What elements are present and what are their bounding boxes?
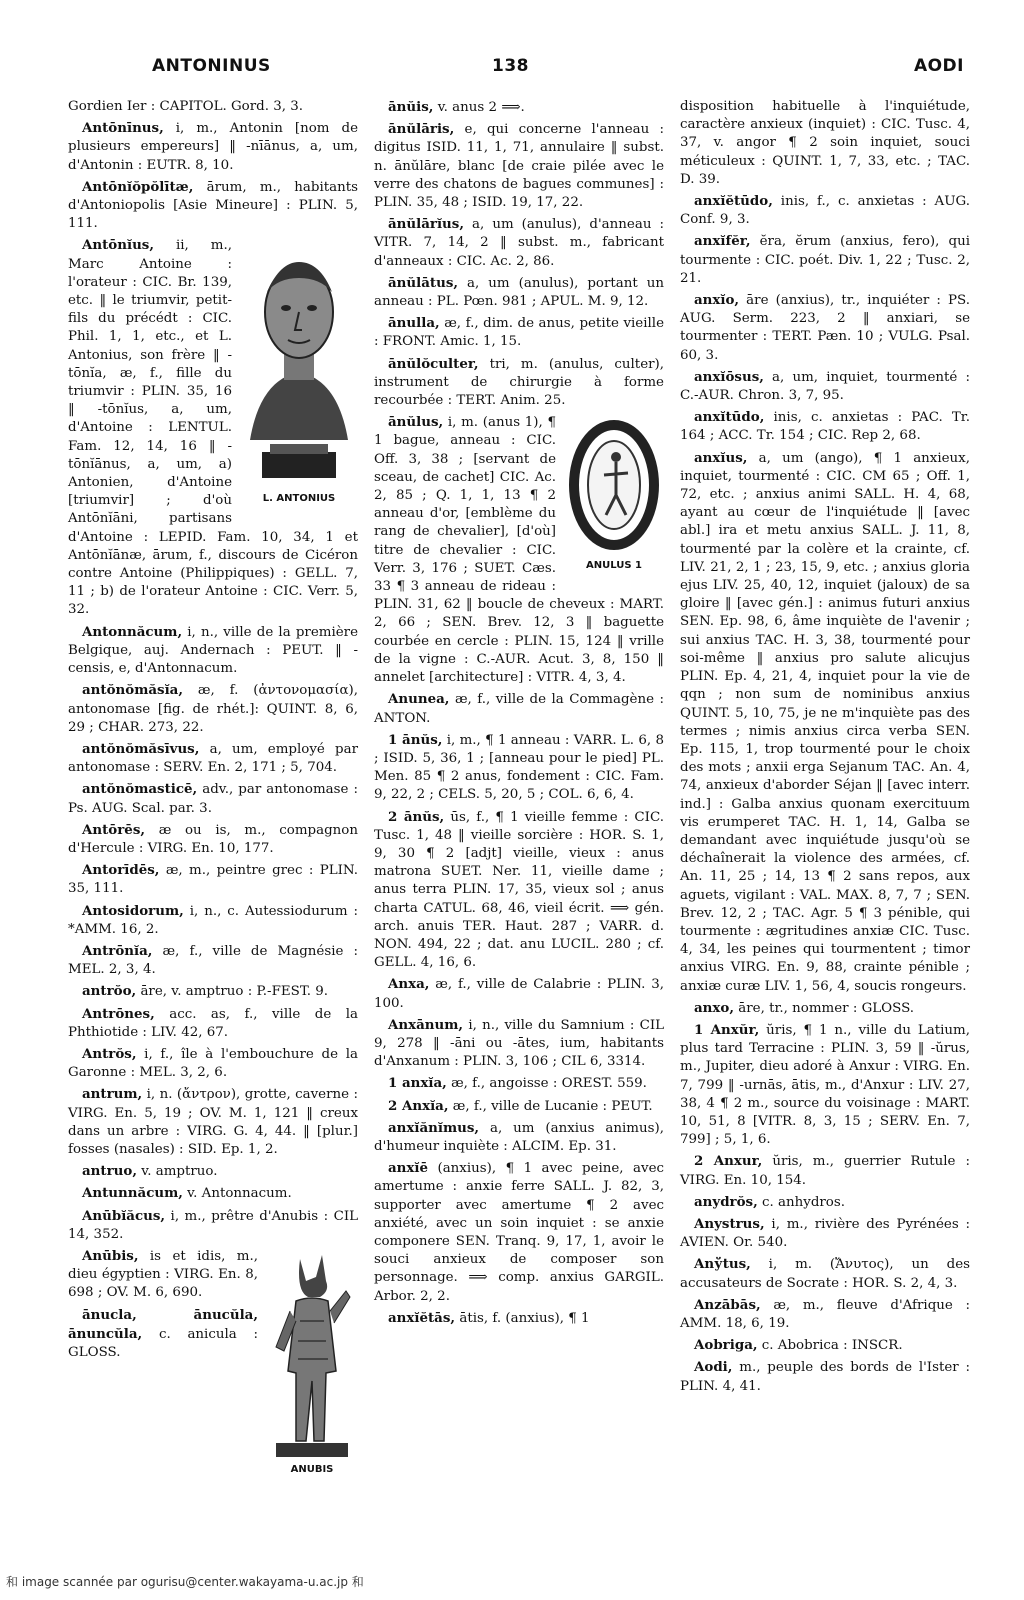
entry-headword: antrŏo,: [82, 983, 137, 1000]
entry-definition: æ, f., ville de Calabrie : PLIN. 3, 100.: [374, 977, 664, 1011]
figure-caption: ANULUS 1: [585, 560, 642, 572]
entry-definition: v. Antonnacum.: [182, 1186, 292, 1202]
dictionary-entry: [374, 215, 664, 271]
figure-caption: L. ANTONIUS: [262, 493, 336, 505]
dictionary-entry: [68, 942, 358, 979]
entry-headword: ānulla,: [388, 315, 440, 332]
dictionary-entry: [680, 1336, 970, 1355]
dictionary-entry: [68, 623, 358, 679]
entry-definition: āre (anxius), tr., inquiéter : PS. AUG. Serm. 223, 2 ‖ anxiari, se tourmenter : TERT. Pæn. 10 ; VULG. Psal. 60, 3.: [680, 293, 970, 363]
column-3: [680, 98, 970, 1399]
dictionary-entry: [68, 861, 358, 898]
entry-headword: 1 anxĭa,: [388, 1075, 447, 1092]
entry-definition: adv., par antonomase : Ps. AUG. Scal. par. 3.: [68, 782, 358, 816]
header-left-word: ANTONINUS: [152, 56, 271, 76]
entry-headword: ānŭlŏculter,: [388, 355, 479, 372]
entry-definition: æ, f., dim. de anus, petite vieille : FRONT. Amic. 1, 15.: [374, 316, 664, 350]
page-number: 138: [492, 56, 529, 76]
entry-headword: anxĭtūdo,: [694, 409, 765, 426]
entry-headword: Antunnăcum,: [82, 1185, 183, 1202]
entry-definition: i, m., Antonin [nom de plusieurs empereurs] ‖ -nīānus, a, um, d'Antonin : EUTR. 8, 10.: [68, 121, 358, 173]
entry-definition: inis, f., c. anxietas : AUG. Conf. 9, 3.: [680, 194, 970, 228]
entry-headword: antŏnŏmasticē,: [82, 781, 198, 798]
entry-definition: æ, f., ville de la Commagène : ANTON.: [374, 692, 664, 726]
dictionary-entry: [680, 368, 970, 405]
entry-headword: 1 ānŭs,: [388, 731, 443, 748]
entry-headword: anxĭănĭmus,: [388, 1119, 480, 1136]
entry-definition: æ, f., angoisse : OREST. 559.: [446, 1076, 647, 1092]
entry-definition: ŭris, ¶ 1 n., ville du Latium, plus tard Terracine : PLIN. 3, 59 ‖ -ŭrus, m., Jupiter, dieu adoré à Anxur : VIRG. En. 7, 799 ‖ -urnās, ātis, m., d'Anxur : LIV. 27, 38, 4 ¶ 2 m., source du voisinage : MART. 10, 51, 8 [VITR. 8, 3, 15 ; SERV. En. 7, 799] ; 5, 1, 6.: [680, 1022, 970, 1148]
entry-headword: Anūbis,: [82, 1247, 139, 1264]
entry-headword: 1 Anxŭr,: [694, 1021, 760, 1038]
dictionary-entry: [374, 690, 664, 727]
dictionary-entry: [680, 98, 970, 189]
dictionary-entry: [680, 291, 970, 365]
figure-antonius-bust: [240, 240, 358, 508]
dictionary-entry: [374, 1016, 664, 1072]
dictionary-entry: [374, 314, 664, 351]
entry-definition: c. anhydros.: [757, 1194, 845, 1210]
entry-headword: Antorīdēs,: [82, 862, 160, 879]
dictionary-entry: [680, 1193, 970, 1212]
entry-definition: a, um (anulus), d'anneau : VITR. 7, 14, 2 ‖ subst. m., fabricant d'anneaux : CIC. Ac. 2, 86.: [374, 217, 664, 269]
entry-definition: i, n., ville du Samnium : CIL 9, 278 ‖ -āni ou -ātes, ium, habitants d'Anxanum : PLIN. 3, 106 ; CIL 6, 3314.: [374, 1017, 664, 1070]
dictionary-entry: [374, 98, 664, 117]
dictionary-entry: [68, 119, 358, 175]
dictionary-entry: [374, 1159, 664, 1306]
dictionary-entry: [68, 821, 358, 858]
entry-headword: Antrōnĭa,: [82, 942, 153, 959]
scan-credit: 和 image scannée par ogurisu@center.wakayama-u.ac.jp 和: [6, 1575, 364, 1589]
entry-definition: i, m. (anus 1), ¶ 1 bague, anneau : CIC. Off. 3, 38 ; [servant de sceau, de cachet] CIC. Ac. 2, 85 ; Q. 1, 1, 13 ¶ 2 anneau d'or, [emblème du rang de chevalier], [d'où] titre de chevalier : CIC. Verr. 3, 176 ; SUET. Cæs. 33 ¶ 3 anneau de rideau : PLIN. 31, 62 ‖ boucle de cheveux : MART. 2, 66 ; SEN. Brev. 12, 3 ‖ baguette courbée en cercle : PLIN. 15, 124 ‖ vrille de la vigne : C.-AUR. Acut. 3, 8, 150 ‖ annelet [architecture] : VITR. 4, 3, 4.: [374, 415, 664, 686]
entry-headword: Anxa,: [388, 976, 430, 993]
entry-definition: i, m., rivière des Pyrénées : AVIEN. Or. 540.: [680, 1216, 970, 1251]
entry-definition: v. amptruo.: [136, 1164, 218, 1180]
dictionary-entry: [680, 1296, 970, 1333]
entry-definition: ĕra, ĕrum (anxius, fero), qui tourmente : CIC. poét. Div. 1, 22 ; Tusc. 2, 21.: [680, 234, 970, 286]
entry-headword: Antrŏs,: [82, 1045, 137, 1062]
dictionary-entry: [680, 192, 970, 229]
entry-headword: Antosidorum,: [82, 902, 184, 919]
entry-definition: inis, c. anxietas : PAC. Tr. 164 ; ACC. Tr. 154 ; CIC. Rep 2, 68.: [680, 410, 970, 444]
dictionary-entry: [680, 1358, 970, 1395]
dictionary-entry: [68, 681, 358, 737]
dictionary-entry: [374, 120, 664, 212]
entry-definition: i, n. (ἄντρον), grotte, caverne : VIRG. En. 5, 19 ; OV. M. 1, 121 ‖ creux dans un arbre : VIRG. G. 4, 44. ‖ [plur.] fosses (nasales) : SID. Ep. 1, 2.: [68, 1087, 358, 1157]
dictionary-entry: [374, 1074, 664, 1093]
dictionary-entry: [680, 449, 970, 996]
entry-headword: Antōrēs,: [82, 821, 146, 838]
entry-definition: Gordien Ier : CAPITOL. Gord. 3, 3.: [68, 99, 304, 114]
entry-definition: a, um, employé par antonomase : SERV. En. 2, 171 ; 5, 704.: [68, 741, 358, 776]
entry-definition: æ ou is, m., compagnon d'Hercule : VIRG. En. 10, 177.: [68, 822, 358, 856]
entry-definition: i, m. (Ἄνυτος), un des accusateurs de Socrate : HOR. S. 2, 4, 3.: [680, 1257, 970, 1291]
entry-headword: Anўtus,: [694, 1256, 751, 1273]
entry-definition: a, um, inquiet, tourmenté : C.-AUR. Chron. 3, 7, 95.: [680, 369, 970, 404]
entry-headword: Antōnīnus,: [82, 120, 164, 137]
entry-definition: ii, m., Marc Antoine : l'orateur : CIC. Br. 139, etc. ‖ le triumvir, petit-fils du précédt : CIC. Phil. 1, 1, etc., et L. Antonius, son frère ‖ -tōnĭa, æ, f., fille du triumvir : PLIN. 35, 16 ‖ -tōnĭus, a, um, d'Antoine : LENTUL. Fam. 12, 14, 16 ‖ -tōnĭānus, a, um, a) Antonien, d'Antoine [triumvir] ; d'où Antōnĭāni, partisans d'Antoine : LEPID. Fam. 10, 34, 1 et Antōnĭānæ, ārum, f., discours de Cicéron contre Antoine (Philippiques) : GELL. 7, 11 ; b) de l'orateur Antoine : CIC. Verr. 5, 32.: [68, 238, 358, 618]
entry-headword: Anxānum,: [388, 1016, 464, 1033]
entry-headword: antŏnŏmăsĭa,: [82, 682, 184, 699]
entry-headword: ānŭis,: [388, 99, 434, 115]
dictionary-entry: [680, 1215, 970, 1252]
entry-headword: anxĭĕtās,: [388, 1309, 456, 1326]
entry-definition: c. anicula : GLOSS.: [68, 1326, 258, 1360]
entry-definition: æ, m., peintre grec : PLIN. 35, 111.: [68, 863, 358, 897]
dictionary-entry: [68, 178, 358, 234]
entry-definition: ātis, f. (anxius), ¶ 1: [455, 1310, 590, 1326]
entry-definition: ārum, m., habitants d'Antoniopolis [Asie Mineure] : PLIN. 5, 111.: [68, 179, 358, 232]
anubis-illustration: [266, 1251, 358, 1461]
entry-definition: acc. as, f., ville de la Phthiotide : LIV. 42, 67.: [68, 1006, 358, 1040]
entry-headword: ānŭlus,: [388, 414, 444, 431]
ring-illustration: [564, 417, 664, 557]
entry-headword: Antonnăcum,: [82, 623, 183, 640]
entry-headword: Anūbĭăcus,: [82, 1207, 166, 1224]
entry-headword: 2 Anxur,: [694, 1153, 763, 1170]
entry-definition: āre, tr., nommer : GLOSS.: [734, 1000, 915, 1016]
column-2: [374, 98, 664, 1331]
entry-headword: Aobriga,: [694, 1337, 758, 1354]
header-right-word: AODI: [913, 56, 964, 76]
dictionary-entry: [374, 808, 664, 973]
dictionary-entry: [68, 902, 358, 939]
page-header: [60, 56, 964, 86]
dictionary-entry: [680, 999, 970, 1018]
entry-headword: ānŭlātus,: [388, 274, 459, 291]
dictionary-entry: [374, 1309, 664, 1328]
entry-headword: Anystrus,: [694, 1215, 765, 1232]
entry-definition: tri, m. (anulus, culter), instrument de chirurgie à forme recourbée : TERT. Anim. 25.: [374, 356, 664, 409]
dictionary-entry: [680, 1021, 970, 1149]
entry-definition: a, um (anxius animus), d'humeur inquiète : ALCIM. Ep. 31.: [374, 1120, 664, 1154]
entry-definition: ūs, f., ¶ 1 vieille femme : CIC. Tusc. 1, 48 ‖ vieille sorcière : HOR. S. 1, 9, 30 ¶ 2 [adjt] vieille, vieux : anus matrona SUET. Ner. 11, vieille dame ; anus terra PLIN. 17, 35, vieux sol ; anus charta CATUL. 68, 46, vieil écrit. ⟹ gén. arch. anuis TER. Haut. 287 ; VARR. d. NON. 494, 22 ; dat. anu LUCIL. 280 ; cf. GELL. 4, 16, 6.: [374, 809, 664, 971]
entry-definition: æ, m., fleuve d'Afrique : AMM. 18, 6, 19.: [680, 1297, 970, 1331]
entry-definition: e, qui concerne l'anneau : digitus ISID. 11, 1, 71, annulaire ‖ subst. n. ānŭlāre, blanc [de craie pilée avec le verre des chatons de bagues communes] : PLIN. 35, 48 ; ISID. 19, 17, 22.: [374, 122, 664, 211]
dictionary-entry: [374, 355, 664, 411]
entry-definition: æ, f., ville de Lucanie : PEUT.: [448, 1098, 653, 1114]
entry-headword: anxĭfĕr,: [694, 233, 751, 250]
dictionary-entry: [68, 1045, 358, 1082]
dictionary-entry: [68, 1005, 358, 1042]
entry-definition: a, um (anulus), portant un anneau : PL. Pœn. 981 ; APUL. M. 9, 12.: [374, 275, 664, 310]
entry-definition: i, n., c. Autessiodurum : *AMM. 16, 2.: [68, 903, 358, 937]
dictionary-entry: [680, 1152, 970, 1189]
figure-caption: ANUBIS: [290, 1463, 334, 1475]
entry-definition: is et idis, m., dieu égyptien : VIRG. En. 8, 698 ; OV. M. 6, 690.: [68, 1248, 258, 1301]
entry-definition: (anxius), ¶ 1 avec peine, avec amertume : anxie ferre SALL. J. 82, 3, supporter avec amertume ¶ 2 avec anxiété, avec un soin inquiet : se anxie componere SEN. Tranq. 9, 17, 1, avoir le souci anxieux de composer son personnage. ⟹ comp. anxius GARGIL. Arbor. 2, 2.: [374, 1161, 664, 1304]
entry-definition: i, m., prêtre d'Anubis : CIL 14, 352.: [68, 1208, 358, 1242]
entry-headword: 2 Anxĭa,: [388, 1097, 449, 1114]
dictionary-entry: [68, 1184, 358, 1203]
dictionary-entry: [68, 98, 358, 116]
entry-definition: a, um (ango), ¶ 1 anxieux, inquiet, tourmenté : CIC. CM 65 ; Off. 1, 72, etc. ; anxius animi SALL. H. 4, 68, ayant au cœur de l'inquiétude ‖ [avec abl.] ira et metu anxius SALL. J. 11, 8, tourmenté par la colère et la crainte, cf. LIV. 21, 2, 1 ; 23, 15, 9, etc. ; anxius gloria ejus LIV. 25, 40, 12, inquiet (jaloux) de sa gloire ‖ [avec gén.] : animus futuri anxius SEN. Ep. 98, 6, âme inquiète de l'avenir ; sui anxius TAC. H. 3, 38, tourmenté pour soi-même ‖ anxius pro salute alicujus PLIN. Ep. 4, 21, 4, inquiet pour la vie de qqn ; non sum de nominibus anxius QUINT. 5, 10, 75, je ne m'inquiète pas des termes ; nimis anxius circa verba SEN. Ep. 115, 1, trop tourmenté pour le choix des mots ; anxii erga Sejanum TAC. An. 4, 74, anxieux d'aborder Séjan ‖ [avec interr. ind.] : Galba anxius quonam exercituum vis erumperet TAC. H. 1, 14, Galba se demandant avec inquiétude jusqu'où se déchaînerait la violence des armées, cf. An. 11, 25 ; 14, 13 ¶ 2 sans repos, aux aguets, vigilant : VAL. MAX. 8, 7, 7 ; SEN. Brev. 12, 2 ; TAC. Agr. 5 ¶ 3 pénible, qui tourmente : ægritudines anxiæ CIC. Tusc. 4, 34, les peines qui tourmentent ; timor anxius VIRG. En. 9, 88, crainte pénible ; anxiæ curæ LIV. 1, 56, 4, soucis rongeurs.: [680, 450, 970, 994]
entry-definition: æ, f. (ἀντονομασία), antonomase [fig. de rhét.]: QUINT. 8, 6, 29 ; CHAR. 273, 22.: [68, 683, 358, 735]
entry-headword: ānŭlārĭus,: [388, 216, 464, 233]
entry-headword: Antōnĭŏpŏlītæ,: [82, 178, 194, 195]
entry-headword: antruo,: [82, 1163, 137, 1180]
dictionary-entry: [68, 1162, 358, 1181]
dictionary-entry: [680, 1255, 970, 1292]
entry-headword: Aodi,: [694, 1359, 733, 1376]
entry-headword: Antrōnes,: [82, 1005, 155, 1022]
dictionary-entry: [68, 1085, 358, 1159]
dictionary-entry: [68, 740, 358, 777]
entry-definition: v. anus 2 ⟹.: [433, 100, 525, 115]
dictionary-entry: [374, 975, 664, 1012]
dictionary-entry: [68, 780, 358, 817]
entry-definition: m., peuple des bords de l'Ister : PLIN. 4, 41.: [680, 1360, 970, 1394]
dictionary-entry: [374, 274, 664, 311]
entry-definition: āre, v. amptruo : P.-FEST. 9.: [136, 984, 329, 1000]
entry-headword: anxĭo,: [694, 292, 740, 309]
dictionary-entry: [374, 731, 664, 805]
entry-headword: ānucla, ānucŭla, ānuncŭla,: [68, 1306, 258, 1342]
entry-definition: i, m., ¶ 1 anneau : VARR. L. 6, 8 ; ISID. 5, 36, 1 ; [anneau pour le pied] PL. Men. 85 ¶ 2 anus, fondement : CIC. Fam. 9, 22, 2 ; CELS. 5, 20, 5 ; COL. 6, 6, 4.: [374, 732, 664, 803]
dictionary-entry: [68, 982, 358, 1001]
entry-headword: anxĭĕtūdo,: [694, 193, 773, 210]
entry-definition: i, f., île à l'embouchure de la Garonne : MEL. 3, 2, 6.: [68, 1046, 358, 1081]
entry-headword: anxo,: [694, 999, 734, 1016]
dictionary-entry: [374, 1097, 664, 1116]
figure-anulus-ring: [564, 417, 664, 575]
entry-headword: anxĭē: [388, 1160, 429, 1177]
entry-definition: i, n., ville de la première Belgique, auj. Andernach : PEUT. ‖ -censis, e, d'Antonnacum.: [68, 624, 358, 677]
dictionary-entry: [680, 232, 970, 288]
entry-definition: c. Abobrica : INSCR.: [757, 1338, 903, 1354]
entry-headword: Antōnĭus,: [82, 237, 155, 254]
entry-definition: ŭris, m., guerrier Rutule : VIRG. En. 10, 154.: [680, 1154, 970, 1188]
figure-anubis-statue: [266, 1251, 358, 1479]
entry-headword: 2 ānŭs,: [388, 808, 445, 825]
entry-headword: anydrŏs,: [694, 1193, 758, 1210]
entry-definition: disposition habituelle à l'inquiétude, caractère anxieux (inquiet) : CIC. Tusc. 4, 37, v. angor ¶ 2 soin inquiet, souci méticuleux : QUINT. 1, 7, 33, etc. ; TAC. D. 39.: [680, 99, 970, 187]
dictionary-entry: [68, 1207, 358, 1244]
entry-headword: anxĭōsus,: [694, 368, 764, 385]
entry-headword: anxĭus,: [694, 449, 748, 466]
entry-headword: antŏnŏmăsīvus,: [82, 740, 200, 757]
entry-headword: Anunea,: [388, 691, 450, 708]
entry-definition: æ, f., ville de Magnésie : MEL. 2, 3, 4.: [68, 943, 358, 978]
column-1: [68, 98, 358, 1483]
entry-headword: ānŭlāris,: [388, 121, 455, 138]
entry-headword: antrum,: [82, 1086, 143, 1103]
dictionary-entry: [680, 408, 970, 445]
dictionary-entry: [374, 1119, 664, 1156]
entry-headword: Anzābās,: [694, 1296, 761, 1313]
bust-illustration: [240, 240, 358, 490]
